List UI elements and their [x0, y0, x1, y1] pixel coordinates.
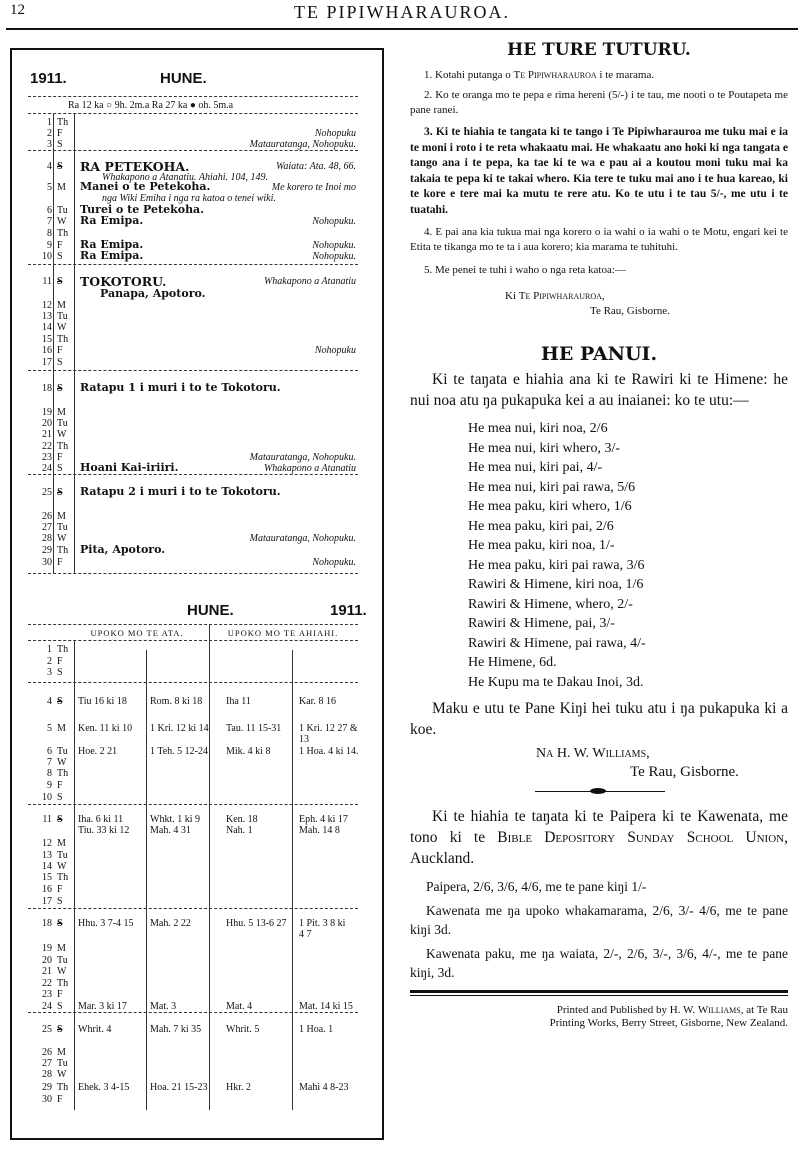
weekday: M: [57, 943, 66, 954]
day-number: 6: [47, 205, 52, 216]
table-separator: [28, 908, 358, 909]
day-number: 5: [47, 182, 52, 193]
weekday: M: [57, 407, 66, 418]
lesson-reference: Hkr. 2: [226, 1082, 251, 1093]
weekday: Tu: [57, 746, 68, 757]
day-number: 25: [42, 1024, 52, 1035]
weekday: S: [57, 139, 63, 150]
rule-1-text-end: i te marama.: [596, 69, 655, 81]
weekday: S: [57, 814, 63, 825]
price-item: He Himene, 6d.: [468, 655, 557, 670]
morning-column-header: UPOKO MO TE ATA.: [90, 628, 184, 638]
lesson-reference: Iha 11: [226, 696, 251, 707]
feast-name: TOKOTORU.: [80, 274, 167, 289]
signature-place: Te Rau, Gisborne.: [630, 764, 739, 780]
day-number: 11: [42, 814, 52, 825]
imprint-name: Williams: [697, 1004, 741, 1016]
weekday: F: [57, 656, 63, 667]
weekday: S: [57, 667, 63, 678]
lesson-reference: Mat. 14 ki 15: [299, 1001, 353, 1012]
calendar-separator: [28, 573, 358, 574]
day-number: 18: [42, 918, 52, 929]
observance-detail: nga Wiki Emiha i nga ra katoa o tenei wiki.: [102, 193, 276, 204]
day-number: 27: [42, 522, 52, 533]
weekday: W: [57, 216, 67, 227]
price-item: He mea nui, kiri whero, 3/-: [468, 440, 621, 456]
day-number: 8: [47, 228, 52, 239]
price-list: [410, 419, 788, 692]
weekday: S: [57, 696, 63, 707]
feast-name: Ra Emipa.: [80, 249, 144, 262]
observance: Me korero te Inoi mo: [271, 182, 356, 193]
feast-name: Ra Emipa.: [80, 214, 144, 227]
day-number: 13: [42, 850, 52, 861]
panui-heading: HE PANUI.: [540, 343, 658, 365]
lesson-reference: Ken. 11 ki 10: [78, 723, 133, 734]
rule-2: 2. Ko te oranga mo te pepa e rima hereni (5/-) i te tau, me nooti o te Poutapeta me pane ranei.: [410, 89, 788, 116]
weekday: F: [57, 345, 63, 356]
weekday: S: [57, 383, 63, 394]
price-item: He mea paku, kiri pai rawa, 3/6: [468, 557, 645, 573]
rule-1-text: 1. Kotahi putanga o: [424, 69, 514, 81]
bible-price-3: Kawenata paku, me ŋa waiata, 2/-, 2/6, 3/-, 3/6, 4/-, me te pane kiŋi, 3d.: [410, 946, 788, 980]
weekday: W: [57, 533, 67, 544]
day-number: 30: [42, 557, 52, 568]
price-item: He mea paku, kiri whero, 1/6: [468, 499, 632, 514]
lesson-reference: Hoa. 21 15-23: [150, 1082, 208, 1093]
header-rule: [6, 28, 798, 30]
day-number: 30: [42, 1094, 52, 1105]
lesson-reference: 1 Teh. 5 12-24: [150, 746, 208, 757]
lesson-reference: 1 Kri. 12 ki 14: [150, 723, 209, 734]
day-number: 14: [42, 861, 52, 872]
day-number: 10: [42, 792, 52, 803]
day-number: 13: [42, 311, 52, 322]
calendar-month: HUNE.: [160, 70, 207, 87]
weekday: Th: [57, 117, 69, 128]
observance: Whakapono a Atanatiu: [263, 276, 356, 287]
day-number: 9: [47, 780, 52, 791]
signature-name: Na H. W. Williams,: [536, 746, 650, 761]
lesson-reference: Mat. 3: [150, 1001, 177, 1012]
lesson-reference: Tau. 11 15-31: [226, 723, 282, 734]
lectionary-month: HUNE.: [187, 602, 234, 619]
weekday: S: [57, 896, 63, 907]
weekday: Tu: [57, 955, 68, 966]
day-number: 25: [42, 487, 52, 498]
day-number: 4: [47, 696, 52, 707]
lesson-reference: Ehek. 3 4-15: [78, 1082, 130, 1093]
lesson-reference: Ken. 18 Nah. 1: [226, 814, 258, 836]
day-number: 24: [42, 1001, 52, 1012]
weekday: Th: [57, 872, 69, 883]
day-number: 18: [42, 383, 52, 394]
observance: Nohopuku.: [312, 216, 356, 227]
weekday: F: [57, 452, 63, 463]
page-number: 12: [10, 2, 25, 18]
day-number: 26: [42, 511, 52, 522]
lesson-reference: Hhu. 3 7-4 15: [78, 918, 134, 929]
rule-5: 5. Me penei te tuhi i waho o nga reta katoa:—: [424, 264, 626, 276]
table-divider: [74, 640, 75, 1110]
day-number: 26: [42, 1047, 52, 1058]
address-paper: Te Pipiwharauroa,: [518, 290, 605, 302]
moon-phases: Ra 12 ka ○ 9h. 2m.a Ra 27 ka ● oh. 5m.a: [68, 100, 234, 111]
bible-notice-text: Ki te hiahia te taŋata ki te Paipera ki te Kawenata, me tono ki te: [410, 808, 788, 846]
calendar-box: [10, 48, 384, 1140]
weekday: F: [57, 884, 63, 895]
rule-4: 4. E pai ana kia tukua mai nga korero o ia wahi o ia wahi o te Motu, engari kei te Etita te tikanga mo te ta i aua korero; kia marama te tuhituhi.: [410, 226, 788, 253]
lesson-reference: Mah. 7 ki 35: [150, 1024, 202, 1035]
day-number: 22: [42, 978, 52, 989]
lesson-reference: 1 Pit. 3 8 ki 4 7: [299, 918, 346, 940]
price-item: Rawiri & Himene, pai rawa, 4/-: [468, 635, 646, 651]
day-number: 22: [42, 441, 52, 452]
newspaper-title: TE PIPIWHARAUROA.: [294, 2, 510, 22]
weekday: Th: [57, 545, 69, 556]
day-number: 16: [42, 884, 52, 895]
weekday: Th: [57, 644, 69, 655]
address-line-2: Te Rau, Gisborne.: [590, 305, 670, 317]
day-number: 12: [42, 838, 52, 849]
lesson-reference: Mah. 2 22: [150, 918, 191, 929]
weekday: S: [57, 918, 63, 929]
weekday: S: [57, 161, 63, 172]
day-number: 29: [42, 545, 52, 556]
imprint-text-end: , at Te Rau: [740, 1004, 788, 1016]
observance: Nohopuku: [314, 345, 356, 356]
day-number: 2: [47, 656, 52, 667]
weekday: M: [57, 723, 66, 734]
weekday: S: [57, 251, 63, 262]
price-item: Rawiri & Himene, kiri noa, 1/6: [468, 577, 644, 592]
weekday: S: [57, 463, 63, 474]
lesson-reference: Eph. 4 ki 17 Mah. 14 8: [299, 814, 348, 836]
day-number: 21: [42, 966, 52, 977]
lesson-reference: Hoe. 2 21: [78, 746, 118, 757]
day-number: 28: [42, 533, 52, 544]
day-number: 10: [42, 251, 52, 262]
day-number: 7: [47, 757, 52, 768]
imprint: [410, 1004, 788, 1030]
feast-name: Ra Emipa.: [80, 238, 144, 251]
rule-1: [410, 68, 788, 83]
weekday: S: [57, 1001, 63, 1012]
observance: Matauratanga, Nohopuku.: [249, 533, 356, 544]
right-column: [410, 40, 788, 1030]
weekday: Th: [57, 441, 69, 452]
weekday: F: [57, 780, 63, 791]
lesson-reference: Whrit. 5: [226, 1024, 260, 1035]
weekday: Th: [57, 1082, 69, 1093]
day-number: 3: [47, 667, 52, 678]
observance: Matauratanga, Nohopuku.: [249, 452, 356, 463]
bible-notice: [410, 806, 788, 869]
calendar-separator: [28, 150, 358, 151]
weekday: Th: [57, 228, 69, 239]
day-number: 19: [42, 407, 52, 418]
weekday: Tu: [57, 311, 68, 322]
bible-price-1: Paipera, 2/6, 3/6, 4/6, me te pane kiŋi 1/-: [426, 879, 647, 894]
weekday: Tu: [57, 418, 68, 429]
feast-name: RA PETEKOHA.: [80, 159, 190, 174]
day-number: 28: [42, 1069, 52, 1080]
day-number: 12: [42, 300, 52, 311]
lesson-reference: Kar. 8 16: [299, 696, 336, 707]
weekday: F: [57, 1094, 63, 1105]
imprint-line-1: [410, 1004, 788, 1017]
bible-depository: Bible Depository Sunday School Union: [497, 829, 785, 846]
day-number: 15: [42, 334, 52, 345]
lesson-reference: 1 Hoa. 4 ki 14.: [299, 746, 359, 757]
lesson-reference: Hhu. 5 13-6 27: [226, 918, 287, 929]
lesson-reference: Rom. 8 ki 18: [150, 696, 203, 707]
feast-name: Hoani Kai-iriiri.: [80, 461, 179, 474]
price-item: He mea nui, kiri noa, 2/6: [468, 421, 608, 436]
day-number: 15: [42, 872, 52, 883]
day-number: 29: [42, 1082, 52, 1093]
weekday: S: [57, 1024, 63, 1035]
address-line-1: [410, 290, 788, 302]
observance: Nohopuku.: [312, 251, 356, 262]
observance: Whakapono a Atanatiu: [263, 463, 356, 474]
observance: Matauratanga, Nohopuku.: [249, 139, 356, 150]
ornament-rule: [535, 791, 665, 792]
ture-heading: HE TURE TUTURU.: [507, 40, 691, 60]
observance: Nohopuku.: [312, 240, 356, 251]
observance: Waiata: Ata. 48, 66.: [275, 161, 356, 172]
day-number: 21: [42, 429, 52, 440]
weekday: Th: [57, 334, 69, 345]
table-separator: [28, 682, 358, 683]
weekday: M: [57, 182, 66, 193]
day-number: 24: [42, 463, 52, 474]
day-number: 17: [42, 896, 52, 907]
lesson-reference: Mat. 4: [226, 1001, 253, 1012]
weekday: S: [57, 487, 63, 498]
weekday: W: [57, 966, 67, 977]
day-number: 16: [42, 345, 52, 356]
price-item: He mea nui, kiri pai, 4/-: [468, 460, 603, 475]
day-number: 2: [47, 128, 52, 139]
postage-note: Maku e utu te Pane Kiŋi hei tuku atu i ŋa pukapuka ki a koe.: [410, 700, 788, 738]
day-number: 20: [42, 955, 52, 966]
lectionary-year: 1911.: [330, 602, 367, 619]
weekday: Th: [57, 768, 69, 779]
weekday: W: [57, 757, 67, 768]
feast-name: Turei o te Petekoha.: [80, 203, 205, 216]
lesson-reference: 1 Hoa. 1: [299, 1024, 334, 1035]
day-number: 23: [42, 989, 52, 1000]
price-item: He mea paku, kiri pai, 2/6: [468, 518, 614, 534]
feast-name: Ratapu 2 i muri i to te Tokotoru.: [80, 485, 281, 498]
weekday: F: [57, 557, 63, 568]
day-number: 1: [47, 644, 52, 655]
lesson-reference: Iha. 6 ki 11 Tiu. 33 ki 12: [78, 814, 130, 836]
weekday: Tu: [57, 850, 68, 861]
feast-name: Ratapu 1 i muri i to te Tokotoru.: [80, 381, 281, 394]
price-item: He Kupu ma te Ŋakau Inoi, 3d.: [468, 674, 644, 690]
panui-intro: Ki te taŋata e hiahia ana ki te Rawiri ki te Himene: he nui noa atu ŋa pukapuka kei a au inaianei: ko te utu:—: [410, 371, 788, 409]
day-number: 20: [42, 418, 52, 429]
weekday: M: [57, 1047, 66, 1058]
weekday: M: [57, 838, 66, 849]
day-number: 6: [47, 746, 52, 757]
weekday: M: [57, 300, 66, 311]
day-number: 14: [42, 322, 52, 333]
price-item: He mea nui, kiri pai rawa, 5/6: [468, 479, 636, 495]
day-number: 23: [42, 452, 52, 463]
weekday: W: [57, 322, 67, 333]
weekday: Tu: [57, 522, 68, 533]
lesson-reference: Tiu 16 ki 18: [78, 696, 127, 707]
table-divider: [292, 650, 293, 1110]
bible-notice-end: , Auckland.: [410, 829, 788, 867]
feast-name: Pita, Apotoro.: [80, 543, 166, 556]
day-number: 17: [42, 357, 52, 368]
calendar-year: 1911.: [30, 70, 67, 87]
address-prefix: Ki: [505, 290, 519, 302]
weekday: Tu: [57, 1058, 68, 1069]
footer-rule: [410, 990, 788, 996]
weekday: M: [57, 511, 66, 522]
calendar-separator: [28, 264, 358, 265]
weekday: W: [57, 861, 67, 872]
weekday: S: [57, 276, 63, 287]
calendar-separator: [28, 370, 358, 371]
weekday: W: [57, 1069, 67, 1080]
day-number: 3: [47, 139, 52, 150]
table-separator: [28, 1012, 358, 1013]
weekday: Tu: [57, 205, 68, 216]
day-number: 9: [47, 240, 52, 251]
lesson-reference: Mar. 3 ki 17: [78, 1001, 127, 1012]
day-number: 7: [47, 216, 52, 227]
day-number: 1: [47, 117, 52, 128]
weekday: F: [57, 989, 63, 1000]
weekday: Th: [57, 978, 69, 989]
calendar-divider: [53, 114, 54, 574]
lesson-reference: Whrit. 4: [78, 1024, 112, 1035]
weekday: W: [57, 429, 67, 440]
evening-column-header: UPOKO MO TE AHIAHI.: [227, 628, 339, 638]
price-item: He mea paku, kiri noa, 1/-: [468, 538, 615, 553]
price-item: Rawiri & Himene, pai, 3/-: [468, 616, 615, 631]
calendar-divider: [74, 114, 75, 574]
weekday: F: [57, 240, 63, 251]
calendar-separator: [28, 474, 358, 475]
lesson-reference: 1 Kri. 12 27 & 13: [299, 723, 358, 745]
imprint-text: Printed and Published by H. W.: [556, 1004, 698, 1016]
lesson-reference: Mahi 4 8-23: [299, 1082, 349, 1093]
observance: Nohopuku.: [312, 557, 356, 568]
day-number: 19: [42, 943, 52, 954]
weekday: F: [57, 128, 63, 139]
bible-price-2: Kawenata me ŋa upoko whakamarama, 2/6, 3/- 4/6, me te pane kiŋi 3d.: [410, 903, 788, 937]
weekday: S: [57, 792, 63, 803]
observance: Nohopuku: [314, 128, 356, 139]
table-divider: [209, 624, 210, 1110]
table-separator: [28, 804, 358, 805]
paper-name: Te Pipiwharauroa: [513, 69, 597, 81]
day-number: 8: [47, 768, 52, 779]
day-number: 27: [42, 1058, 52, 1069]
table-divider: [146, 650, 147, 1110]
price-item: Rawiri & Himene, whero, 2/-: [468, 596, 633, 612]
day-number: 11: [42, 276, 52, 287]
day-number: 5: [47, 723, 52, 734]
observance-detail: Panapa, Apotoro.: [100, 287, 206, 300]
lesson-reference: Whkt. 1 ki 9 Mah. 4 31: [150, 814, 200, 836]
imprint-line-2: Printing Works, Berry Street, Gisborne, New Zealand.: [549, 1017, 788, 1029]
observance-detail: Whakapono a Atanatiu. Ahiahi. 104, 149.: [102, 172, 269, 183]
feast-name: Manei o te Petekoha.: [80, 180, 211, 193]
day-number: 4: [47, 161, 52, 172]
weekday: S: [57, 357, 63, 368]
lesson-reference: Mik. 4 ki 8: [226, 746, 271, 757]
rule-3: 3. Ki te hiahia te tangata ki te tango i Te Pipiwharauroa me tuku mai e ia te moni i roto i te reta whakaatu mai. He whakaatu ano hoki ki nga tangata e tango ana i te pepa, ka tae ki te wa e pau ai a koutou moni tuku mai ka takaia te pepa ki te takai whero. Kia tere te tuku mai ano i te hua kareao, ki te kore e tere mai ka mutu te rere atu. Ko te utu i te tau 5/-, me utu i te tuatahi.: [410, 126, 788, 216]
